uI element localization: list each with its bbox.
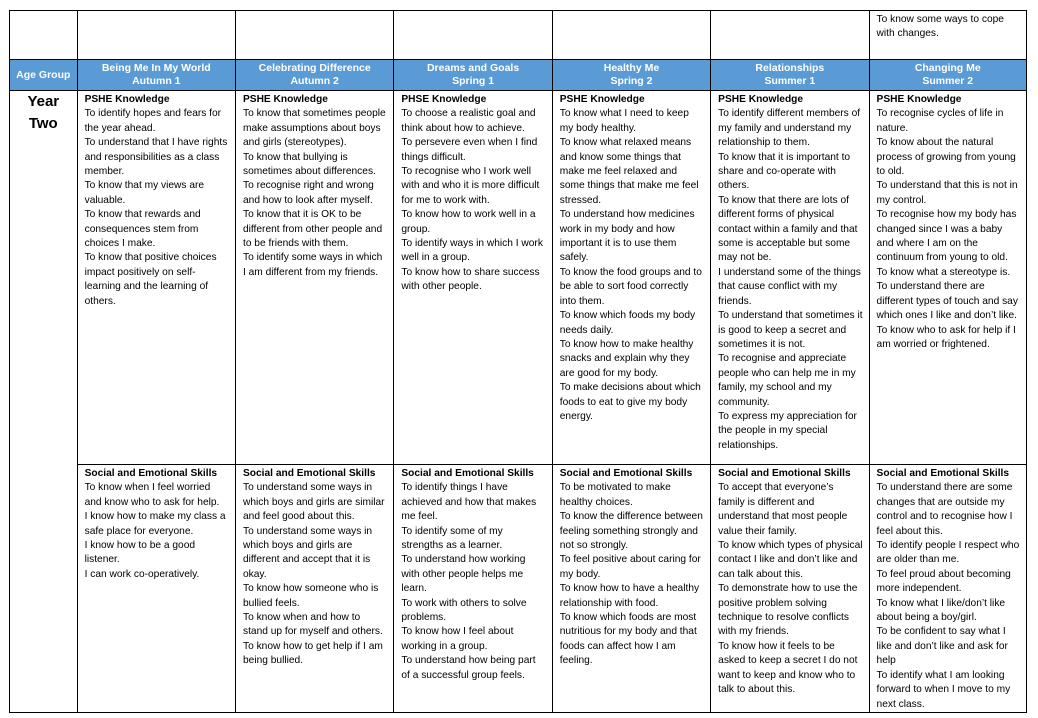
curriculum-table <box>9 10 1027 713</box>
section-heading: Social and Emotional Skills <box>559 468 693 479</box>
column-header-healthy-me <box>552 60 710 91</box>
column-title: Dreams and Goals <box>426 62 520 74</box>
objective-item: To choose a realistic goal and think about how to achieve. <box>401 108 536 134</box>
objective-item: To know the food groups and to be able to sort food correctly into them. <box>559 266 702 307</box>
previous-page-row <box>10 11 1027 60</box>
objective-item: To demonstrate how to use the positive problem solving technique to resolve conflicts with my friends. <box>718 583 858 638</box>
objective-item: To know that sometimes people make assumptions about boys and girls (stereotypes). <box>242 108 386 149</box>
objective-item: To understand there are some changes that are outside my control and to recognise how I feel about this. <box>876 482 1013 537</box>
knowledge-cell <box>394 91 552 465</box>
column-title: Changing Me <box>914 62 981 74</box>
knowledge-cell <box>711 91 869 465</box>
objective-item: To identify some of my strengths as a learner. <box>401 525 503 552</box>
section-heading: Social and Emotional Skills <box>876 468 1010 479</box>
objective-item: To feel proud about becoming more independent. <box>876 568 1011 595</box>
objective-item: To know how to share success with other people. <box>401 266 540 293</box>
objective-item: To know when and how to stand up for myself and others. <box>242 612 383 638</box>
objective-item: To identify things I have achieved and how that makes me feel. <box>401 482 537 523</box>
objective-item: To express my appreciation for the people in my special relationships. <box>718 410 857 451</box>
objective-item: To know how I feel about working in a group. <box>401 626 514 652</box>
objective-item: To persevere even when I find things difficult. <box>401 137 538 163</box>
column-term: Autumn 1 <box>132 75 181 87</box>
objective-item: To recognise who I work well with and who it is more difficult for me to work with. <box>401 166 540 206</box>
top-empty-cell <box>711 11 869 60</box>
objective-item: To know which types of physical contact I like and don’t like and can talk about this. <box>718 540 863 580</box>
objective-item: To know what a stereotype is. <box>876 266 1011 278</box>
objective-item: I know how to be a good listener. <box>84 540 196 566</box>
section-heading: Social and Emotional Skills <box>401 468 534 479</box>
objective-item: To understand how being part of a successful group feels. <box>401 655 536 681</box>
objective-item: To understand how medicines work in my body and how important it is to use them safely. <box>559 209 695 264</box>
objective-item: To understand that I have rights and responsibilities as a class member. <box>84 137 228 178</box>
section-heading: Social and Emotional Skills <box>242 468 376 479</box>
objective-item: To know that it is OK to be different from other people and to be friends with them. <box>242 209 383 250</box>
column-header-dreams-goals <box>394 60 552 91</box>
knowledge-cell <box>235 91 393 465</box>
social-skills-cell <box>552 465 710 713</box>
objective-item: To know that rewards and consequences stem from choices I make. <box>84 209 201 250</box>
column-title: Being Me In My World <box>101 62 211 74</box>
objective-item: To know which foods are most nutritious for my body and that foods can affect how I am feeling. <box>559 612 697 667</box>
header-row <box>10 60 1027 91</box>
objective-item: To know that bullying is sometimes about differences. <box>242 151 376 178</box>
objective-item: To know what I like/don’t like about being a boy/girl. <box>876 597 1006 624</box>
section-heading: PSHE Knowledge <box>559 94 645 105</box>
objective-item: To understand that this is not in my control. <box>876 180 1018 206</box>
column-header-changing-me <box>869 60 1026 91</box>
knowledge-cell <box>552 91 710 465</box>
objective-item: I understand some of the things that cause conflict with my friends. <box>718 266 861 307</box>
section-heading: PSHE Knowledge <box>876 94 962 105</box>
objective-item: To identify different members of my family and understand my relationship to them. <box>718 108 861 149</box>
social-skills-cell <box>869 465 1026 713</box>
objective-item: To recognise how my body has changed since I was a baby and where I am on the continuum from young to old. <box>876 209 1017 264</box>
column-term: Summer 1 <box>764 75 816 87</box>
objective-item: To know when I feel worried and know who to ask for help. <box>84 482 220 508</box>
column-header-being-me <box>77 60 235 91</box>
objective-item: To identify ways in which I work well in a group. <box>401 238 543 264</box>
objective-item: To make decisions about which foods to eat to give my body energy. <box>559 382 701 422</box>
objective-item: To know how to work well in a group. <box>401 209 536 235</box>
column-title: Healthy Me <box>603 62 660 74</box>
objective-item: To identify people I respect who are older than me. <box>876 540 1020 566</box>
objective-item: To know how someone who is bullied feels. <box>242 583 379 609</box>
column-title: Celebrating Difference <box>258 62 371 74</box>
objective-item: To understand that sometimes it is good to keep a secret and sometimes it is not. <box>718 310 863 350</box>
top-note-cell <box>869 11 1026 60</box>
objective-item: To know the difference between feeling something strongly and not so strongly. <box>559 511 703 552</box>
top-empty-cell <box>10 11 78 60</box>
section-heading: PSHE Knowledge <box>718 94 804 105</box>
objective-item: To know how it feels to be asked to keep a secret I do not want to keep and know who to talk to about this. <box>718 640 858 696</box>
objective-item: To know how to get help if I am being bullied. <box>242 640 383 667</box>
objective-item: To know that it is important to share and co-operate with others. <box>718 151 851 192</box>
objective-item: To be confident to say what I like and don’t like and ask for help <box>876 626 1008 667</box>
objective-item: To recognise right and wrong and how to look after myself. <box>242 180 374 206</box>
column-term: Spring 2 <box>610 75 653 87</box>
top-empty-cell <box>235 11 393 60</box>
objective-item: To know about the natural process of growing from young to old. <box>876 137 1016 178</box>
year-group-cell <box>10 91 78 713</box>
column-header-relationships <box>711 60 869 91</box>
top-empty-cell <box>77 11 235 60</box>
knowledge-cell <box>77 91 235 465</box>
objective-item: To feel positive about caring for my body. <box>559 554 701 580</box>
objective-item: To know that my views are valuable. <box>84 180 205 206</box>
objective-item: To identify some ways in which I am different from my friends. <box>242 252 383 278</box>
objective-item: To recognise cycles of life in nature. <box>876 108 1004 134</box>
top-note: To know some ways to cope with changes. <box>876 14 1004 40</box>
objective-item: To understand there are different types of touch and say which ones I like and don’t like. <box>876 281 1018 322</box>
social-skills-row <box>10 465 1027 713</box>
objective-item: To understand how working with other people helps me learn. <box>401 554 526 595</box>
objective-item: I know how to make my class a safe place for everyone. <box>84 511 226 537</box>
social-skills-cell <box>235 465 393 713</box>
objective-item: To understand some ways in which boys and girls are similar and feel good about this. <box>242 482 385 523</box>
column-term: Autumn 2 <box>290 75 339 87</box>
objective-item: To work with others to solve problems. <box>401 597 527 624</box>
column-term: Summer 2 <box>922 75 974 87</box>
social-skills-cell <box>77 465 235 713</box>
social-skills-cell <box>394 465 552 713</box>
age-group-header: Age Group <box>10 60 78 91</box>
objective-item: To know what relaxed means and know some things that make me feel relaxed and some things that make me feel stressed. <box>559 137 699 206</box>
objective-item: I can work co-operatively. <box>84 568 200 580</box>
social-skills-cell <box>711 465 869 713</box>
top-empty-cell <box>394 11 552 60</box>
objective-item: To know who to ask for help if I am worried or frightened. <box>876 324 1016 350</box>
knowledge-cell <box>869 91 1026 465</box>
objective-item: To accept that everyone’s family is different and understand that most people value their family. <box>718 482 848 537</box>
column-term: Spring 1 <box>452 75 495 87</box>
section-heading: PHSE Knowledge <box>401 94 487 105</box>
objective-item: To identify what I am looking forward to when I move to my next class. <box>876 669 1011 710</box>
year-label-line2: Two <box>28 115 58 132</box>
column-title: Relationships <box>755 62 825 74</box>
objective-item: To know how to have a healthy relationship with food. <box>559 583 700 609</box>
section-heading: Social and Emotional Skills <box>84 468 218 479</box>
objective-item: To know what I need to keep my body healthy. <box>559 108 689 134</box>
section-heading: Social and Emotional Skills <box>718 468 851 479</box>
top-empty-cell <box>552 11 710 60</box>
knowledge-row <box>10 91 1027 465</box>
objective-item: To understand some ways in which boys and girls are different and accept that it is okay. <box>242 525 373 580</box>
section-heading: PSHE Knowledge <box>84 94 170 105</box>
objective-item: To be motivated to make healthy choices. <box>559 482 671 508</box>
section-heading: PSHE Knowledge <box>242 94 328 105</box>
objective-item: To know that positive choices impact positively on self-learning and the learning of others. <box>84 252 217 307</box>
objective-item: To know that there are lots of different forms of physical contact within a family and that some is acceptable but some may not be. <box>718 194 858 264</box>
objective-item: To recognise and appreciate people who can help me in my family, my school and my community. <box>718 353 856 408</box>
column-header-celebrating-difference <box>235 60 393 91</box>
year-label-line1: Year <box>27 93 60 110</box>
objective-item: To identify hopes and fears for the year ahead. <box>84 108 222 134</box>
objective-item: To know how to make healthy snacks and explain why they are good for my body. <box>559 338 694 379</box>
objective-item: To know which foods my body needs daily. <box>559 310 696 336</box>
